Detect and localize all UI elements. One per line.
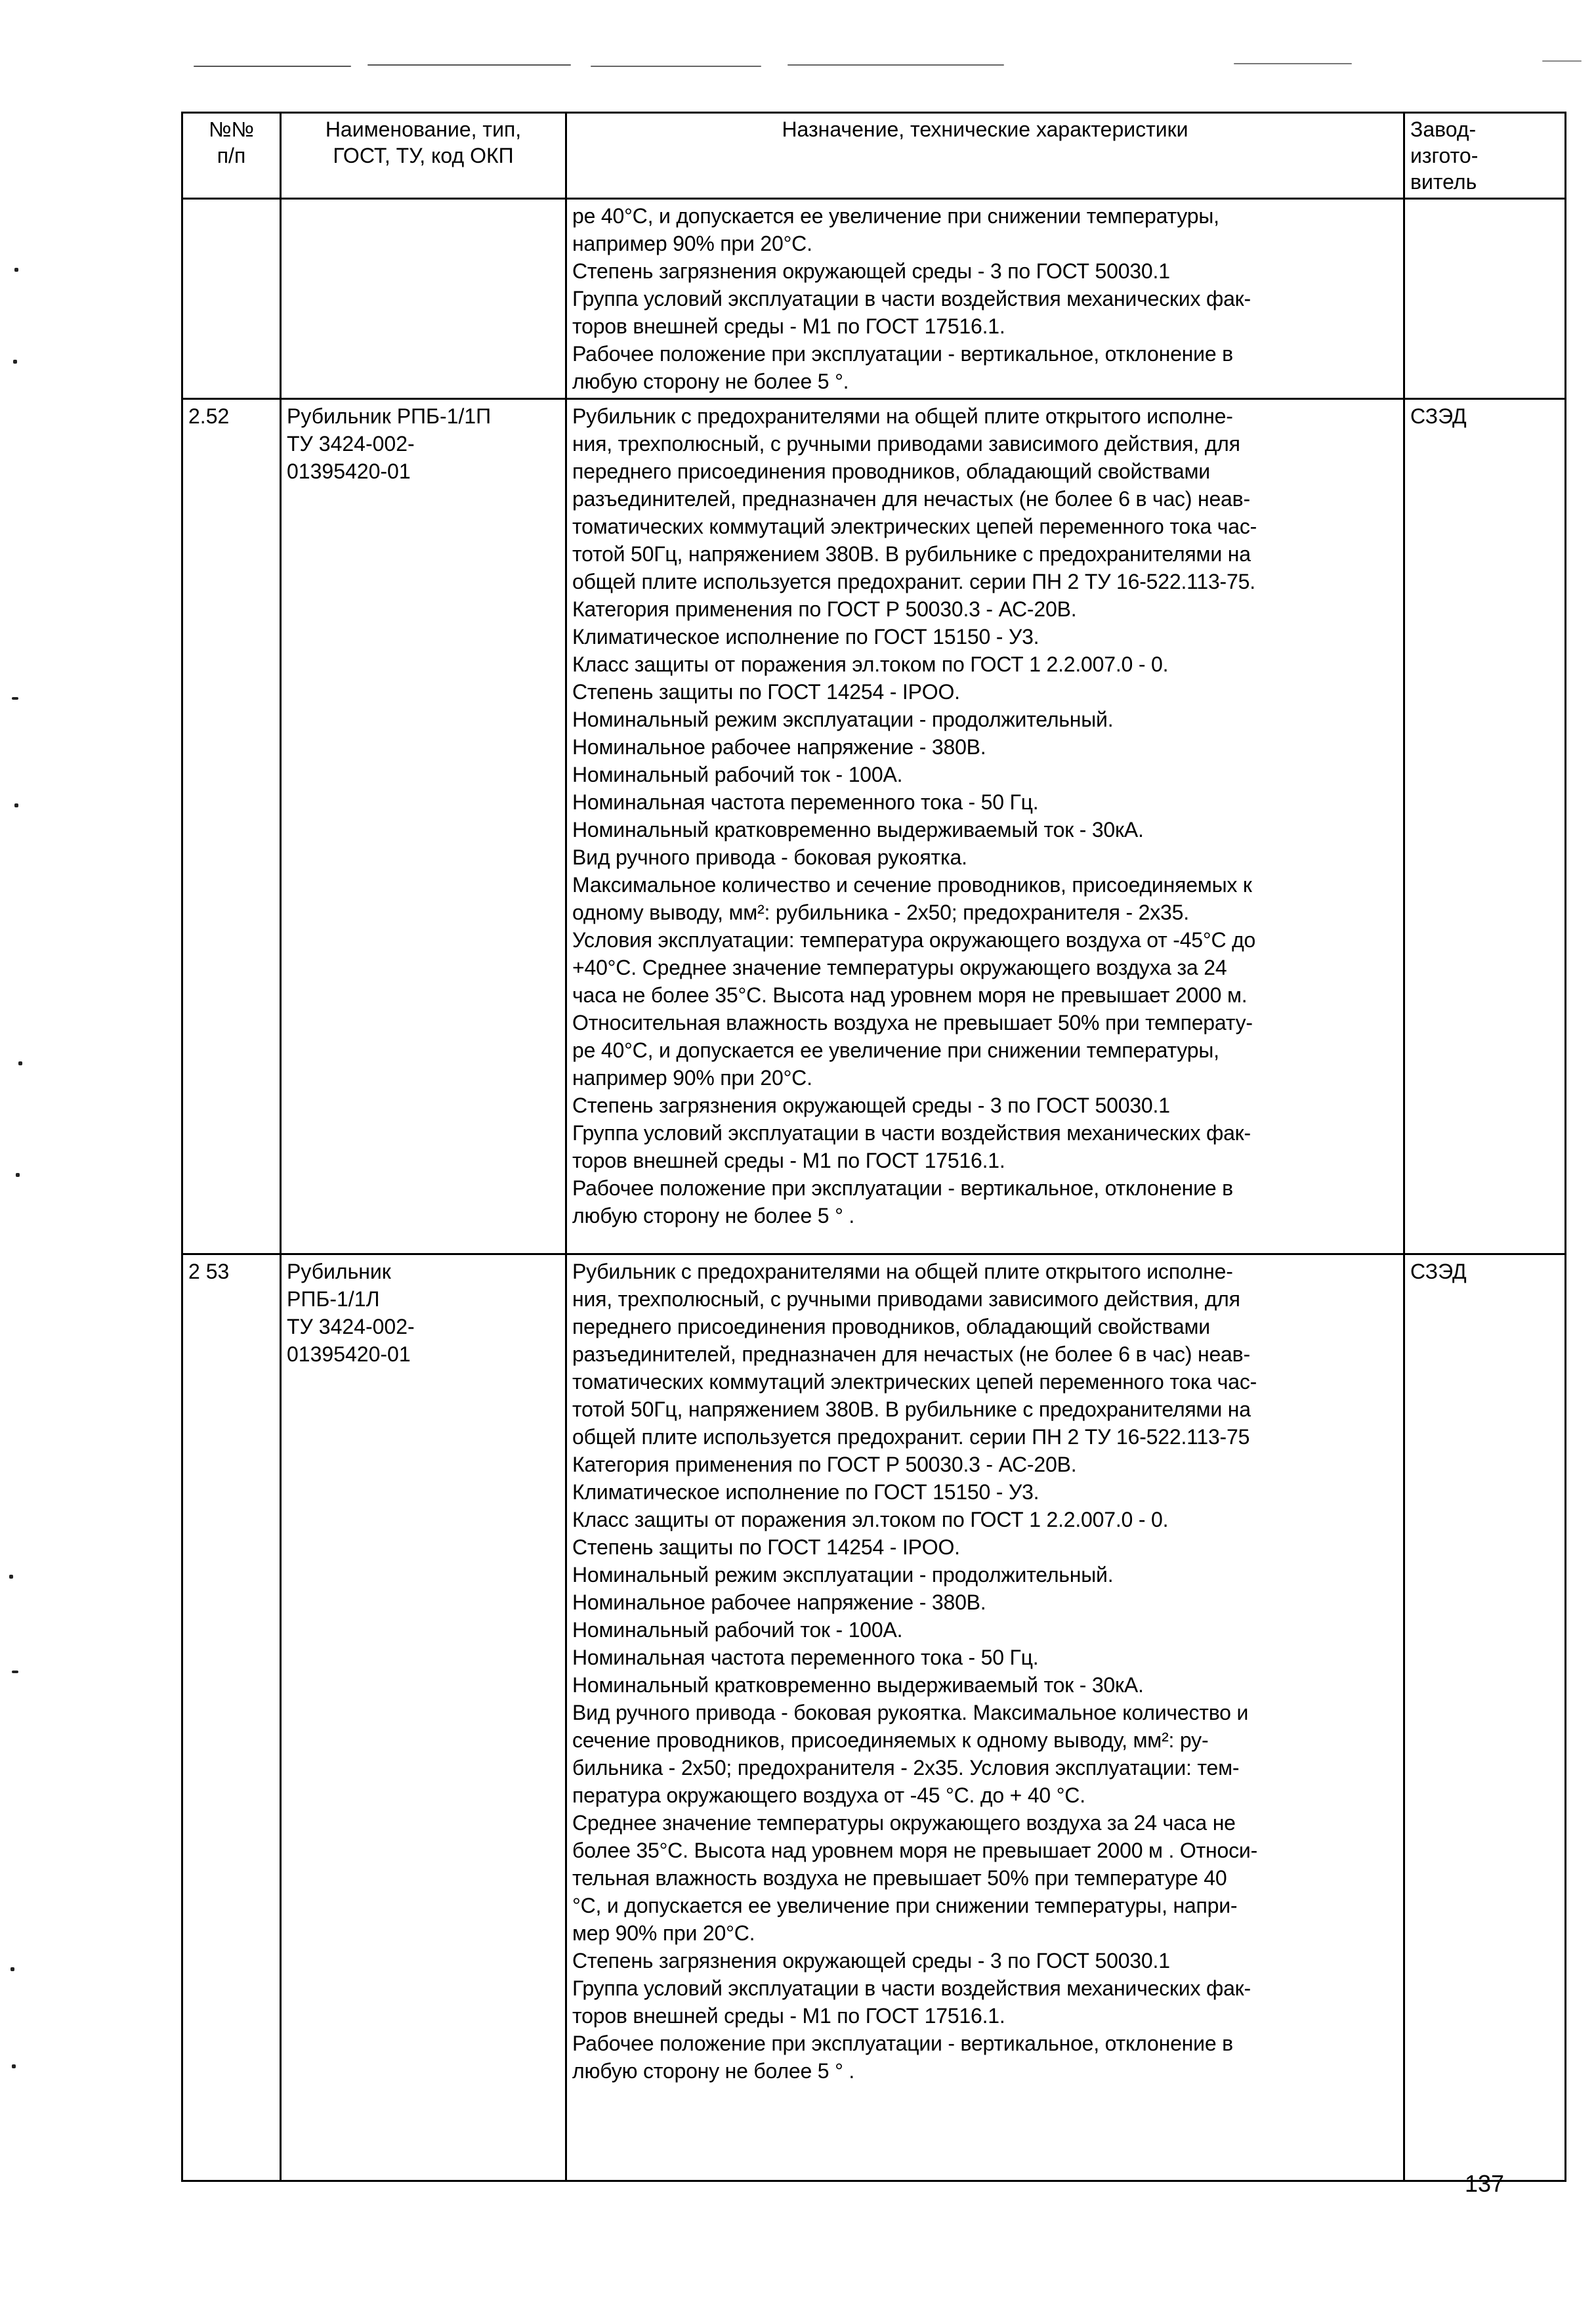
header-manufacturer: Завод- изгото- витель xyxy=(1404,113,1566,199)
scan-artifact xyxy=(1542,60,1582,62)
row-description: Рубильник с предохранителями на общей плите открытого исполне- ния, трехполюсный, с ручными приводами зависимого действия, для переднего присоединения проводников, обладающий свойствами разъединителей, предназначен для нечастых (не более 6 в час) неав- томатических коммутаций электрических цепей переменного тока час- тотой 50Гц, напряжением 380В. В рубильнике с предохранителями на общей плите используется предохранит. серии ПН 2 ТУ 16-522.113-75 Категория применения по ГОСТ Р 50030.3 - АС-20В. Климатическое исполнение по ГОСТ 15150 - У3. Класс защиты от поражения эл.током по ГОСТ 1 2.2.007.0 - 0. Степень защиты по ГОСТ 14254 - IPOO. Номинальный режим эксплуатации - продолжительный. Номинальное рабочее напряжение - 380В. Номинальный рабочий ток - 100А. Номинальная частота переменного тока - 50 Гц. Номинальный кратковременно выдерживаемый ток - 30кА. Вид ручного привода - боковая рукоятка. Максимальное количество и сечение проводников, присоединяемых к одному выводу, мм²: ру- бильника - 2х50; предохранителя - 2х35. Условия эксплуатации: тем- пература окружающего воздуха от -45 °С. до + 40 °С. Среднее значение температуры окружающего воздуха за 24 часа не более 35°С. Высота над уровнем моря не превышает 2000 м . Относи- тельная влажность воздуха не превышает 50% при температуре 40 °С, и допускается ее увеличение при снижении температуры, напри- мер 90% при 20°С. Степень загрязнения окружающей среды - 3 по ГОСТ 50030.1 Группа условий эксплуатации в части воздействия механических фак- торов внешней среды - М1 по ГОСТ 17516.1. Рабочее положение при эксплуатации - вертикальное, отклонение в любую сторону не более 5 ° . xyxy=(566,1254,1404,2181)
specification-table xyxy=(181,112,1566,2182)
scan-speck xyxy=(9,1575,13,1579)
scan-speck xyxy=(10,1967,14,1971)
row-description: ре 40°С, и допускается ее увеличение при снижении температуры, например 90% при 20°С. Степень загрязнения окружающей среды - 3 по ГОСТ 50030.1 Группа условий эксплуатации в части воздействия механических фак- торов внешней среды - М1 по ГОСТ 17516.1. Рабочее положение при эксплуатации - вертикальное, отклонение в любую сторону не более 5 °. xyxy=(566,199,1404,399)
row-manufacturer: СЗЭД xyxy=(1404,1254,1566,2181)
scan-speck xyxy=(16,1173,20,1177)
table-row xyxy=(182,399,1566,1254)
row-description: Рубильник с предохранителями на общей плите открытого исполне- ния, трехполюсный, с ручными приводами зависимого действия, для переднего присоединения проводников, обладающий свойствами разъединителей, предназначен для нечастых (не более 6 в час) неав- томатических коммутаций электрических цепей переменного тока час- тотой 50Гц, напряжением 380В. В рубильнике с предохранителями на общей плите используется предохранит. серии ПН 2 ТУ 16-522.113-75. Категория применения по ГОСТ Р 50030.3 - АС-20В. Климатическое исполнение по ГОСТ 15150 - У3. Класс защиты от поражения эл.током по ГОСТ 1 2.2.007.0 - 0. Степень защиты по ГОСТ 14254 - IPOO. Номинальный режим эксплуатации - продолжительный. Номинальное рабочее напряжение - 380В. Номинальный рабочий ток - 100А. Номинальная частота переменного тока - 50 Гц. Номинальный кратковременно выдерживаемый ток - 30кА. Вид ручного привода - боковая рукоятка. Максимальное количество и сечение проводников, присоединяемых к одному выводу, мм²: рубильника - 2х50; предохранителя - 2х35. Условия эксплуатации: температура окружающего воздуха от -45°С до +40°С. Среднее значение температуры окружающего воздуха за 24 часа не более 35°С. Высота над уровнем моря не превышает 2000 м. Относительная влажность воздуха не превышает 50% при температу- ре 40°С, и допускается ее увеличение при снижении температуры, например 90% при 20°С. Степень загрязнения окружающей среды - 3 по ГОСТ 50030.1 Группа условий эксплуатации в части воздействия механических фак- торов внешней среды - М1 по ГОСТ 17516.1. Рабочее положение при эксплуатации - вертикальное, отклонение в любую сторону не более 5 ° . xyxy=(566,399,1404,1254)
scan-speck xyxy=(13,360,17,364)
table-row xyxy=(182,1254,1566,2181)
row-name: Рубильник РПБ-1/1Л ТУ 3424-002- 01395420-01 xyxy=(281,1254,566,2181)
scan-artifact xyxy=(368,64,571,66)
scan-speck xyxy=(18,1061,22,1065)
scan-artifact xyxy=(591,66,761,67)
table-row xyxy=(182,199,1566,399)
row-number xyxy=(182,199,281,399)
scan-artifact xyxy=(194,66,351,67)
header-description: Назначение, технические характеристики xyxy=(566,113,1404,199)
page-number: 137 xyxy=(1465,2170,1505,2197)
scan-speck xyxy=(12,2064,16,2068)
row-name xyxy=(281,199,566,399)
row-manufacturer: СЗЭД xyxy=(1404,399,1566,1254)
table-header-row xyxy=(182,113,1566,199)
scan-speck xyxy=(12,697,18,700)
scan-artifact xyxy=(1234,63,1352,64)
row-number: 2.52 xyxy=(182,399,281,1254)
scan-speck xyxy=(12,1671,18,1673)
row-manufacturer xyxy=(1404,199,1566,399)
scan-speck xyxy=(14,268,18,272)
row-name: Рубильник РПБ-1/1П ТУ 3424-002- 01395420-01 xyxy=(281,399,566,1254)
scan-speck xyxy=(14,803,18,807)
row-number: 2 53 xyxy=(182,1254,281,2181)
header-number: №№ п/п xyxy=(182,113,281,199)
header-name: Наименование, тип, ГОСТ, ТУ, код ОКП xyxy=(281,113,566,199)
scan-artifact xyxy=(788,64,1004,66)
